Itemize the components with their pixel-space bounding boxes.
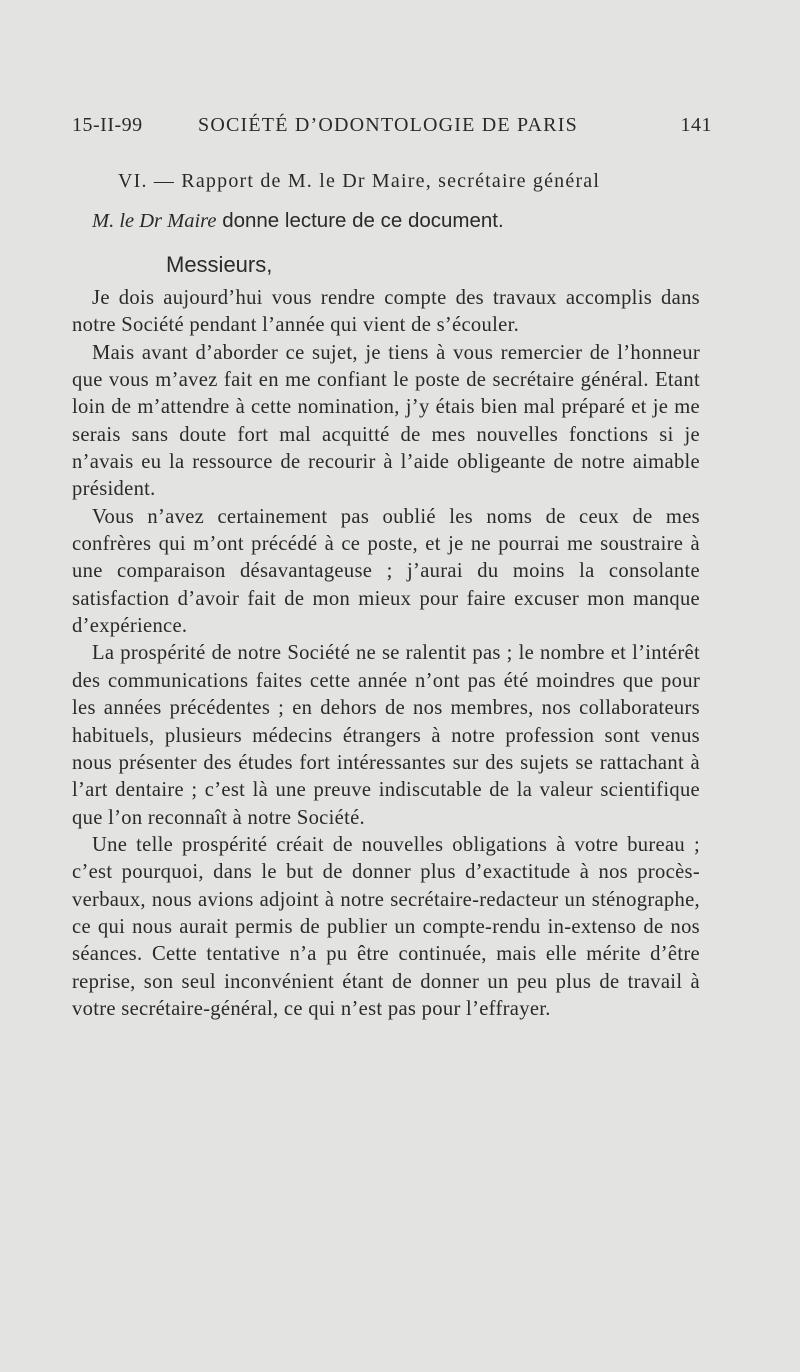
running-head-date: 15-II-99: [72, 114, 143, 136]
running-head-title: SOCIÉTÉ D’ODONTOLOGIE DE PARIS: [198, 114, 578, 136]
paragraph: Je dois aujourd’hui vous rendre compte des travaux accomplis dans notre Société pendant l’année qui vient de s’écouler.: [72, 287, 700, 337]
paragraph: La prospérité de notre Société ne se ralentit pas ; le nombre et l’intérêt des communications faites cette année n’ont pas été moindres que pour les années précédentes ; en dehors de nos membres, nos collaborateurs habituels, plusieurs médecins étrangers à notre profession sont venus nous présenter des études fort intéressantes sur des sujets se rattachant à l’art dentaire ; c’est là une preuve indiscutable de la valeur scientifique que l’on reconnaît à notre Société.: [72, 642, 700, 829]
section-heading: VI. — Rapport de M. le Dr Maire, secrétaire général: [118, 170, 601, 192]
paragraph: Mais avant d’aborder ce sujet, je tiens à vous remercier de l’honneur que vous m’avez fait en me confiant le poste de secrétaire général. Etant loin de m’attendre à cette nomination, j’y étais bien mal préparé et je me serais sans doute fort mal acquitté de mes nouvelles fonctions si je n’avais eu la ressource de recourir à l’aide obligeante de notre aimable président.: [72, 341, 700, 501]
running-head: [72, 114, 712, 144]
paragraph: Une telle prospérité créait de nouvelles obligations à votre bureau ; c’est pourquoi, dans le but de donner plus d’exactitude à nos procès-verbaux, nous avions adjoint à notre secrétaire-redacteur un sténographe, ce qui nous aurait permis de publier un compte-rendu in-extenso de nos séances. Cette tentative n’a pu être continuée, mais elle mérite d’être reprise, son seul inconvénient étant de donner un peu plus de travail à votre secrétaire-général, ce qui n’est pas pour l’effrayer.: [72, 833, 700, 1020]
salutation: Messieurs,: [166, 252, 273, 277]
intro-text: donne lecture de ce document.: [216, 209, 504, 232]
page-number: 141: [680, 114, 712, 136]
paragraph: Vous n’avez certainement pas oublié les noms de ceux de mes confrères qui m’ont précédé à ce poste, et je ne pourrai me soustraire à une comparaison désavantageuse ; j’aurai du moins la consolante satisfaction d’avoir fait de mon mieux pour faire excuser mon manque d’expérience.: [72, 505, 700, 638]
intro-line: [92, 209, 732, 233]
speaker-name: M. le Dr Maire: [92, 210, 217, 232]
report-body: [72, 285, 700, 1023]
